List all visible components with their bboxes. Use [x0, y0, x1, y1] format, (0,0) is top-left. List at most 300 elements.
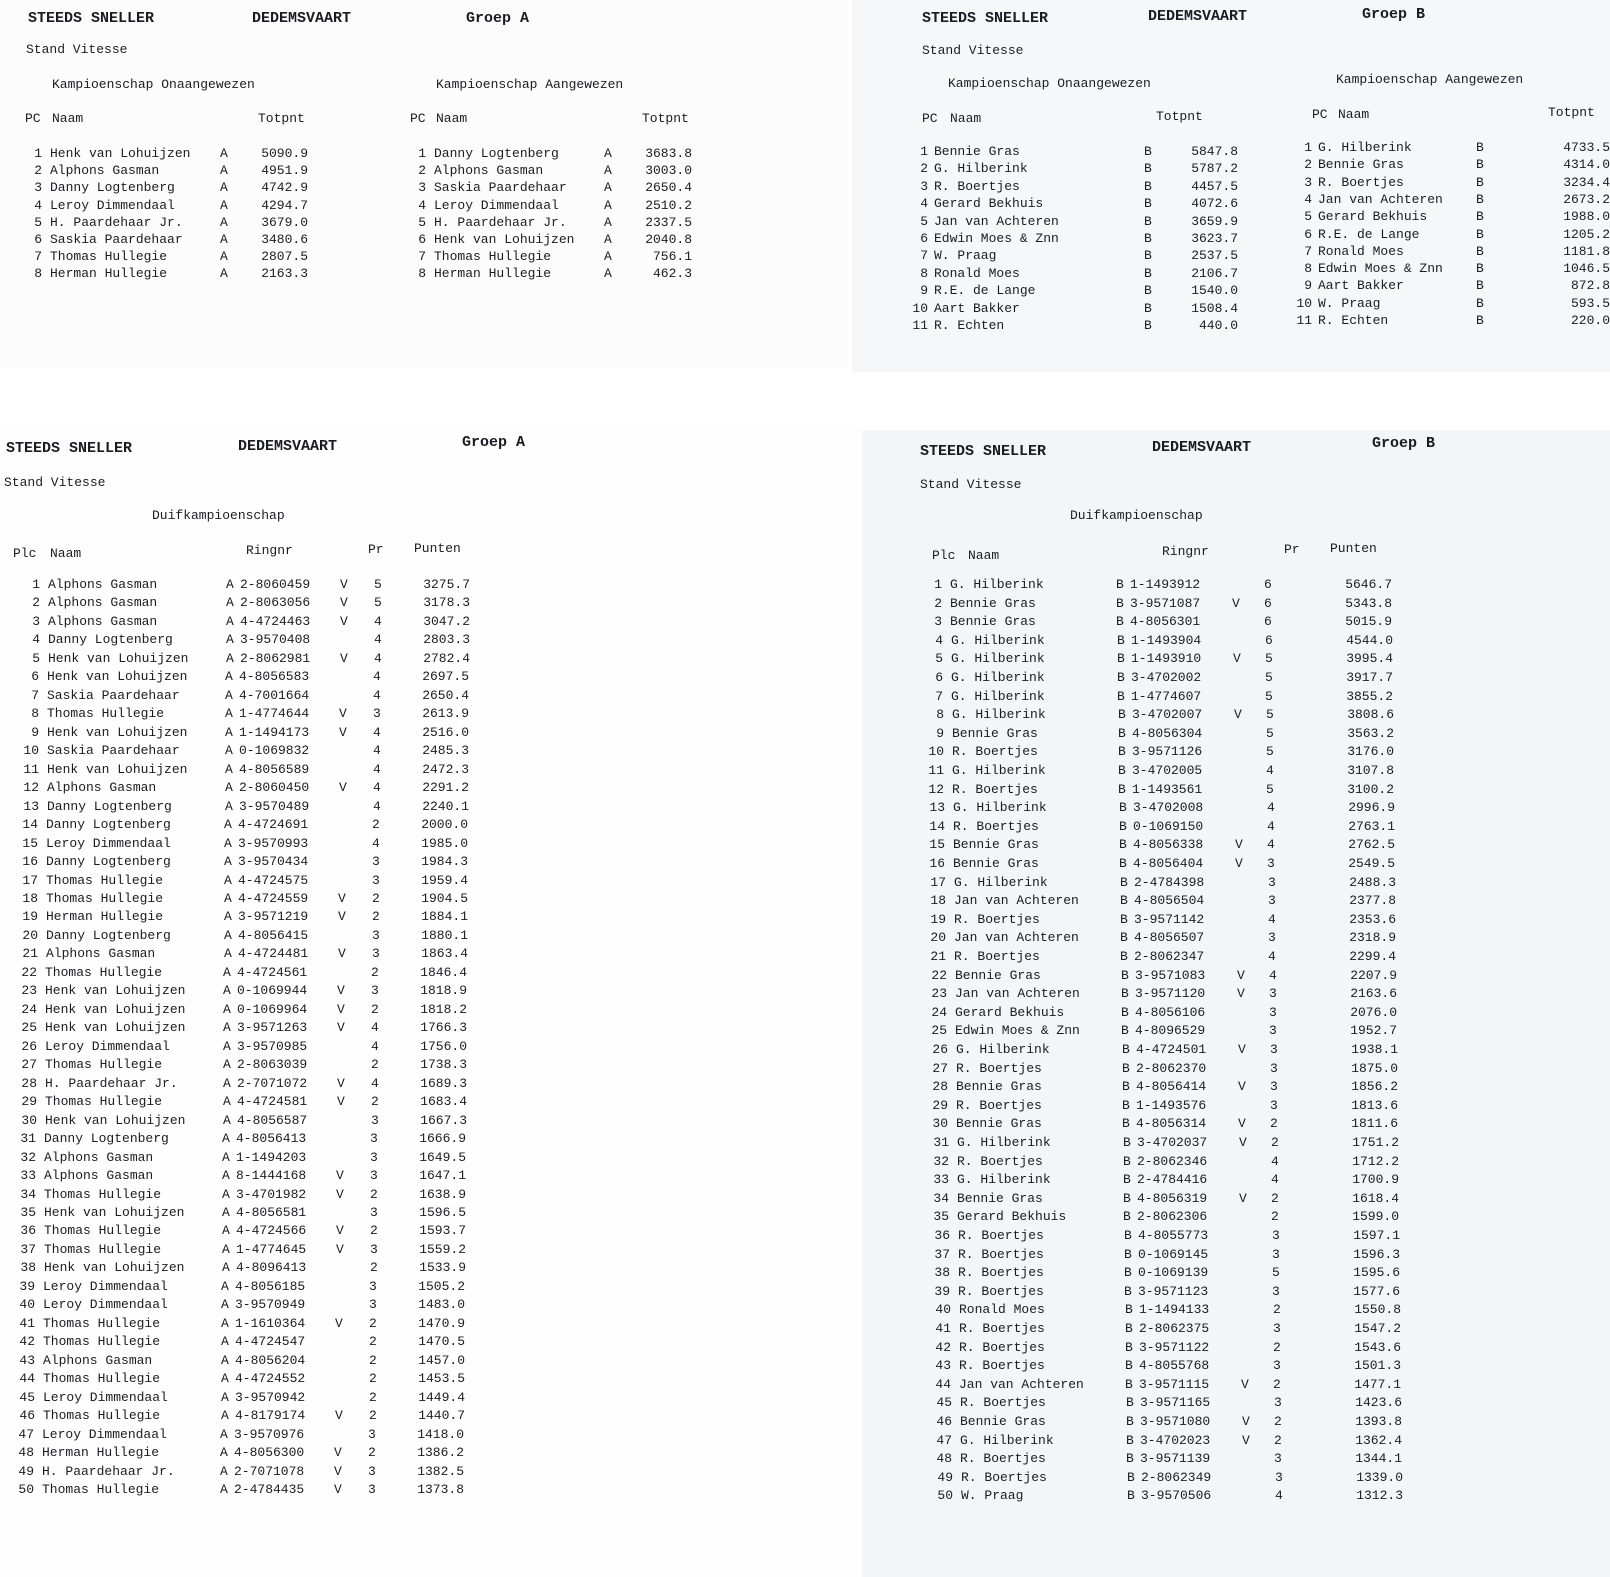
group-cell: B [1476, 278, 1484, 293]
name-cell: G. Hilberink [951, 651, 1045, 666]
name-cell: R. Boertjes [959, 1321, 1045, 1336]
name-cell: G. Hilberink [934, 161, 1028, 176]
points-cell: 1547.2 [1354, 1321, 1401, 1336]
ring-number-cell: 0-1069832 [239, 743, 310, 758]
name-cell: Danny Logtenberg [46, 817, 171, 832]
group-cell: B [1126, 1433, 1134, 1448]
prizes-cell: 3 [370, 1131, 378, 1146]
rank-cell: 1 [1304, 140, 1312, 155]
name-cell: R. Boertjes [958, 1228, 1044, 1243]
name-cell: Ronald Moes [934, 266, 1020, 281]
table-row [864, 706, 1464, 724]
ring-number-cell: 4-8179174 [235, 1408, 306, 1423]
points-cell: 2337.5 [645, 215, 692, 230]
rank-cell: 46 [936, 1414, 952, 1429]
name-cell: Thomas Hullegie [45, 965, 163, 980]
group-cell: B [1119, 837, 1127, 852]
group-cell: B [1123, 1135, 1131, 1150]
club-name: STEEDS SNELLER [922, 10, 1049, 27]
col-header-pc: PC [25, 111, 41, 126]
ring-number-cell: 1-1494133 [1139, 1302, 1210, 1317]
table-row [0, 1352, 515, 1370]
name-cell: Henk van Lohuijzen [47, 725, 188, 740]
rank-cell: 4 [920, 196, 928, 211]
name-cell: R. Boertjes [961, 1470, 1047, 1485]
points-cell: 1666.9 [419, 1131, 466, 1146]
name-cell: Ronald Moes [959, 1302, 1045, 1317]
name-cell: Henk van Lohuijzen [45, 1002, 186, 1017]
standings-row [896, 247, 1276, 265]
ring-number-cell: 2-8062349 [1141, 1470, 1212, 1485]
v-marker-cell: V [1239, 1191, 1247, 1206]
table-row [870, 1246, 1470, 1264]
table-row [0, 1038, 517, 1056]
table-row [868, 1041, 1468, 1059]
rank-cell: 7 [31, 688, 39, 703]
name-cell: Leroy Dimmendaal [43, 1390, 168, 1405]
rank-cell: 30 [932, 1116, 948, 1131]
rank-cell: 9 [1304, 278, 1312, 293]
points-cell: 1440.7 [418, 1408, 465, 1423]
group-label: Groep B [1372, 435, 1436, 452]
ring-number-cell: 4-4724559 [238, 891, 309, 906]
table-row [868, 1115, 1468, 1133]
points-cell: 1423.6 [1355, 1395, 1402, 1410]
group-cell: A [223, 1020, 231, 1035]
group-cell: B [1122, 1042, 1130, 1057]
table-row [0, 1112, 517, 1130]
prizes-cell: 5 [374, 577, 382, 592]
standings-table-aangewezen [400, 145, 720, 305]
name-cell: Bennie Gras [934, 144, 1020, 159]
ring-number-cell: 3-4701982 [236, 1187, 307, 1202]
prizes-cell: 4 [1266, 763, 1274, 778]
ring-number-cell: 4-4724501 [1136, 1042, 1207, 1057]
rank-cell: 26 [932, 1042, 948, 1057]
points-cell: 1813.6 [1351, 1098, 1398, 1113]
rank-cell: 39 [19, 1279, 35, 1294]
ring-number-cell: 4-7001664 [239, 688, 310, 703]
points-cell: 1339.0 [1356, 1470, 1403, 1485]
standings-row [400, 231, 720, 249]
name-cell: Saskia Paardehaar [47, 743, 180, 758]
group-label: Groep A [462, 434, 526, 451]
section-title-duifkampioenschap: Duifkampioenschap [152, 508, 285, 523]
standings-table-aangewezen [1282, 139, 1610, 339]
prizes-cell: 3 [1268, 875, 1276, 890]
points-cell: 5646.7 [1345, 577, 1392, 592]
group-cell: A [225, 762, 233, 777]
table-row [0, 1315, 515, 1333]
points-cell: 2807.5 [261, 249, 308, 264]
group-cell: A [220, 1482, 228, 1497]
name-cell: Jan van Achteren [934, 214, 1059, 229]
name-cell: R. Boertjes [960, 1395, 1046, 1410]
points-cell: 1985.0 [421, 836, 468, 851]
rank-cell: 4 [935, 633, 943, 648]
points-cell: 1483.0 [418, 1297, 465, 1312]
name-cell: G. Hilberink [950, 577, 1044, 592]
rank-cell: 23 [931, 986, 947, 1001]
ring-number-cell: 1-1493561 [1132, 782, 1203, 797]
table-row [864, 725, 1464, 743]
prizes-cell: 2 [371, 1057, 379, 1072]
town-name: DEDEMSVAART [1152, 439, 1252, 456]
name-cell: Henk van Lohuijzen [45, 1113, 186, 1128]
name-cell: R. Boertjes [1318, 175, 1404, 190]
ring-number-cell: 4-8056404 [1133, 856, 1204, 871]
name-cell: Leroy Dimmendaal [46, 836, 171, 851]
points-cell: 2803.3 [423, 632, 470, 647]
points-cell: 5847.8 [1191, 144, 1238, 159]
table-row [0, 779, 519, 797]
points-cell: 1811.6 [1351, 1116, 1398, 1131]
table-row [872, 1394, 1472, 1412]
name-cell: R. Echten [934, 318, 1005, 333]
name-cell: Jan van Achteren [954, 893, 1079, 908]
points-cell: 5090.9 [261, 146, 308, 161]
rank-cell: 40 [19, 1297, 35, 1312]
ring-number-cell: 1-1493576 [1136, 1098, 1207, 1113]
group-cell: B [1119, 819, 1127, 834]
standings-table-onaangewezen [0, 145, 420, 305]
points-cell: 3683.8 [645, 146, 692, 161]
rank-cell: 27 [21, 1057, 37, 1072]
name-cell: Thomas Hullegie [50, 249, 168, 264]
prizes-cell: 3 [1273, 1321, 1281, 1336]
prizes-cell: 2 [1271, 1191, 1279, 1206]
rank-cell: 14 [22, 817, 38, 832]
rank-cell: 27 [932, 1061, 948, 1076]
rank-cell: 6 [935, 670, 943, 685]
group-cell: A [221, 1371, 229, 1386]
points-cell: 1373.8 [417, 1482, 464, 1497]
points-cell: 3808.6 [1347, 707, 1394, 722]
name-cell: Bennie Gras [956, 1079, 1042, 1094]
name-cell: Bennie Gras [956, 1116, 1042, 1131]
group-cell: B [1116, 596, 1124, 611]
prizes-cell: 3 [368, 1427, 376, 1442]
table-row [0, 908, 518, 926]
points-cell: 1638.9 [419, 1187, 466, 1202]
ring-number-cell: 3-9570489 [239, 799, 310, 814]
points-cell: 1712.2 [1352, 1154, 1399, 1169]
v-marker-cell: V [1242, 1433, 1250, 1448]
group-cell: A [604, 249, 612, 264]
name-cell: Henk van Lohuijzen [44, 1260, 185, 1275]
prizes-cell: 6 [1264, 596, 1272, 611]
standings-row [896, 282, 1276, 300]
table-row [0, 613, 520, 631]
town-name: DEDEMSVAART [1148, 8, 1248, 25]
points-cell: 1689.3 [420, 1076, 467, 1091]
table-row [868, 1060, 1468, 1078]
group-cell: B [1124, 1228, 1132, 1243]
name-cell: Bennie Gras [953, 837, 1039, 852]
name-cell: Gerard Bekhuis [934, 196, 1044, 211]
group-cell: A [224, 817, 232, 832]
rank-cell: 1 [934, 577, 942, 592]
prizes-cell: 2 [369, 1353, 377, 1368]
name-cell: R. Boertjes [958, 1247, 1044, 1262]
rank-cell: 20 [22, 928, 38, 943]
rank-cell: 8 [34, 266, 42, 281]
points-cell: 1449.4 [418, 1390, 465, 1405]
group-cell: B [1476, 192, 1484, 207]
club-name: STEEDS SNELLER [920, 443, 1047, 460]
group-cell: B [1117, 651, 1125, 666]
group-cell: B [1120, 875, 1128, 890]
group-cell: A [225, 688, 233, 703]
prizes-cell: 4 [374, 632, 382, 647]
rank-cell: 5 [920, 214, 928, 229]
points-cell: 3659.9 [1191, 214, 1238, 229]
group-cell: B [1144, 266, 1152, 281]
name-cell: Leroy Dimmendaal [42, 1427, 167, 1442]
group-cell: A [225, 725, 233, 740]
points-cell: 1550.8 [1354, 1302, 1401, 1317]
points-cell: 2163.6 [1350, 986, 1397, 1001]
standings-row [896, 160, 1276, 178]
table-row [0, 724, 519, 742]
ring-number-cell: 2-4784435 [234, 1482, 305, 1497]
table-row [0, 705, 519, 723]
points-cell: 5787.2 [1191, 161, 1238, 176]
rank-cell: 2 [920, 161, 928, 176]
name-cell: Jan van Achteren [959, 1377, 1084, 1392]
rank-cell: 7 [935, 689, 943, 704]
table-row [0, 1186, 516, 1204]
v-marker-cell: V [340, 595, 348, 610]
points-cell: 1505.2 [418, 1279, 465, 1294]
v-marker-cell: V [340, 577, 348, 592]
prizes-cell: 3 [1274, 1451, 1282, 1466]
rank-cell: 22 [931, 968, 947, 983]
points-cell: 2762.5 [1348, 837, 1395, 852]
group-cell: B [1122, 1061, 1130, 1076]
table-row [872, 1413, 1472, 1431]
rank-cell: 7 [1304, 244, 1312, 259]
rank-cell: 12 [928, 782, 944, 797]
points-cell: 5015.9 [1345, 614, 1392, 629]
col-header-pc: PC [922, 111, 938, 126]
name-cell: Alphons Gasman [47, 780, 157, 795]
rank-cell: 40 [935, 1302, 951, 1317]
sheet-group-a-pigeon [0, 430, 862, 1577]
rank-cell: 8 [31, 706, 39, 721]
prizes-cell: 3 [368, 1482, 376, 1497]
rank-cell: 19 [930, 912, 946, 927]
group-cell: A [226, 632, 234, 647]
col-header-totpnt: Totpnt [1548, 105, 1595, 120]
standings-row [1282, 295, 1610, 313]
group-cell: B [1124, 1265, 1132, 1280]
ring-number-cell: 1-1494173 [239, 725, 310, 740]
v-marker-cell: V [335, 1316, 343, 1331]
name-cell: Ronald Moes [1318, 244, 1404, 259]
col-header-pc: PC [410, 111, 426, 126]
ring-number-cell: 4-4724691 [238, 817, 309, 832]
group-cell: B [1122, 1098, 1130, 1113]
prizes-cell: 2 [370, 1260, 378, 1275]
group-cell: B [1127, 1488, 1135, 1503]
section-title-aangewezen: Kampioenschap Aangewezen [1336, 72, 1524, 87]
ring-number-cell: 1-1610364 [235, 1316, 306, 1331]
table-row [0, 853, 518, 871]
name-cell: Thomas Hullegie [46, 873, 164, 888]
ring-number-cell: 0-1069944 [237, 983, 308, 998]
ring-number-cell: 3-9570408 [240, 632, 311, 647]
prizes-cell: 3 [1275, 1470, 1283, 1485]
table-row [873, 1469, 1473, 1487]
standings-row [400, 145, 720, 163]
v-marker-cell: V [336, 1242, 344, 1257]
stand-label: Stand Vitesse [922, 43, 1024, 58]
group-cell: A [226, 595, 234, 610]
prizes-cell: 3 [372, 873, 380, 888]
standings-row [1282, 139, 1610, 157]
points-cell: 2549.5 [1348, 856, 1395, 871]
group-cell: A [221, 1390, 229, 1405]
table-row [864, 762, 1464, 780]
name-cell: W. Praag [961, 1488, 1024, 1503]
rank-cell: 33 [933, 1172, 949, 1187]
ring-number-cell: 3-4702023 [1140, 1433, 1211, 1448]
points-cell: 1649.5 [419, 1150, 466, 1165]
ring-number-cell: 3-9571263 [237, 1020, 308, 1035]
points-cell: 2291.2 [422, 780, 469, 795]
name-cell: Bennie Gras [952, 726, 1038, 741]
ring-number-cell: 2-7071072 [237, 1076, 308, 1091]
name-cell: Thomas Hullegie [43, 1408, 161, 1423]
table-row [869, 1208, 1469, 1226]
points-cell: 1756.0 [420, 1039, 467, 1054]
points-cell: 2318.9 [1349, 930, 1396, 945]
points-cell: 1543.6 [1354, 1340, 1401, 1355]
ring-number-cell: 3-9571165 [1140, 1395, 1211, 1410]
rank-cell: 11 [23, 762, 39, 777]
table-row [865, 818, 1465, 836]
points-cell: 1508.4 [1191, 301, 1238, 316]
group-cell: B [1124, 1284, 1132, 1299]
table-row [869, 1134, 1469, 1152]
name-cell: H. Paardehaar Jr. [434, 215, 567, 230]
prizes-cell: 3 [372, 928, 380, 943]
prizes-cell: 5 [1266, 726, 1274, 741]
group-cell: A [604, 163, 612, 178]
group-cell: A [223, 1094, 231, 1109]
name-cell: Alphons Gasman [44, 1168, 154, 1183]
table-row [864, 781, 1464, 799]
group-cell: A [220, 232, 228, 247]
points-cell: 1751.2 [1352, 1135, 1399, 1150]
ring-number-cell: 3-9571087 [1130, 596, 1201, 611]
rank-cell: 34 [933, 1191, 949, 1206]
group-cell: B [1118, 707, 1126, 722]
ring-number-cell: 1-4774645 [236, 1242, 307, 1257]
points-cell: 2650.4 [645, 180, 692, 195]
name-cell: Alphons Gasman [48, 614, 158, 629]
group-cell: A [224, 854, 232, 869]
group-cell: A [220, 266, 228, 281]
ring-number-cell: 3-9571120 [1135, 986, 1206, 1001]
v-marker-cell: V [336, 1187, 344, 1202]
prizes-cell: 3 [1273, 1358, 1281, 1373]
ring-number-cell: 4-8096529 [1135, 1023, 1206, 1038]
points-cell: 1577.6 [1353, 1284, 1400, 1299]
points-cell: 1738.3 [420, 1057, 467, 1072]
group-cell: B [1125, 1340, 1133, 1355]
table-row [0, 668, 519, 686]
v-marker-cell: V [337, 983, 345, 998]
rank-cell: 21 [930, 949, 946, 964]
group-cell: B [1127, 1470, 1135, 1485]
points-cell: 3563.2 [1347, 726, 1394, 741]
club-name: STEEDS SNELLER [6, 440, 133, 457]
table-row [0, 650, 520, 668]
table-row [871, 1376, 1471, 1394]
rank-cell: 6 [1304, 227, 1312, 242]
group-cell: B [1123, 1191, 1131, 1206]
rank-cell: 44 [935, 1377, 951, 1392]
points-cell: 3480.6 [261, 232, 308, 247]
table-row [871, 1357, 1471, 1375]
col-header-pr: Pr [1284, 542, 1300, 557]
table-row [0, 1130, 516, 1148]
rank-cell: 37 [20, 1242, 36, 1257]
standings-row [1282, 277, 1610, 295]
standings-row [1282, 208, 1610, 226]
name-cell: Edwin Moes & Znn [1318, 261, 1443, 276]
table-row [862, 595, 1462, 613]
group-cell: B [1118, 726, 1126, 741]
rank-cell: 26 [21, 1039, 37, 1054]
v-marker-cell: V [336, 1223, 344, 1238]
group-cell: B [1125, 1302, 1133, 1317]
ring-number-cell: 4-8056581 [236, 1205, 307, 1220]
club-name: STEEDS SNELLER [28, 10, 155, 27]
rank-cell: 9 [936, 726, 944, 741]
group-cell: B [1121, 1023, 1129, 1038]
v-marker-cell: V [1237, 968, 1245, 983]
prizes-cell: 3 [1272, 1247, 1280, 1262]
group-cell: B [1118, 744, 1126, 759]
table-row [871, 1339, 1471, 1357]
name-cell: R. Boertjes [959, 1358, 1045, 1373]
ring-number-cell: 4-4724552 [235, 1371, 306, 1386]
table-row [0, 1333, 515, 1351]
prizes-cell: 4 [371, 1020, 379, 1035]
name-cell: G. Hilberink [952, 707, 1046, 722]
v-marker-cell: V [334, 1482, 342, 1497]
rank-cell: 8 [936, 707, 944, 722]
ring-number-cell: 0-1069139 [1138, 1265, 1209, 1280]
rank-cell: 6 [920, 231, 928, 246]
rank-cell: 11 [928, 763, 944, 778]
v-marker-cell: V [337, 1094, 345, 1109]
rank-cell: 2 [34, 163, 42, 178]
name-cell: Danny Logtenberg [46, 854, 171, 869]
name-cell: Danny Logtenberg [50, 180, 175, 195]
rank-cell: 32 [933, 1154, 949, 1169]
name-cell: R. Boertjes [956, 1098, 1042, 1113]
name-cell: Thomas Hullegie [43, 1334, 161, 1349]
rank-cell: 10 [912, 301, 928, 316]
group-cell: B [1123, 1154, 1131, 1169]
rank-cell: 18 [22, 891, 38, 906]
name-cell: Bennie Gras [950, 596, 1036, 611]
pigeon-table [862, 576, 1462, 1566]
